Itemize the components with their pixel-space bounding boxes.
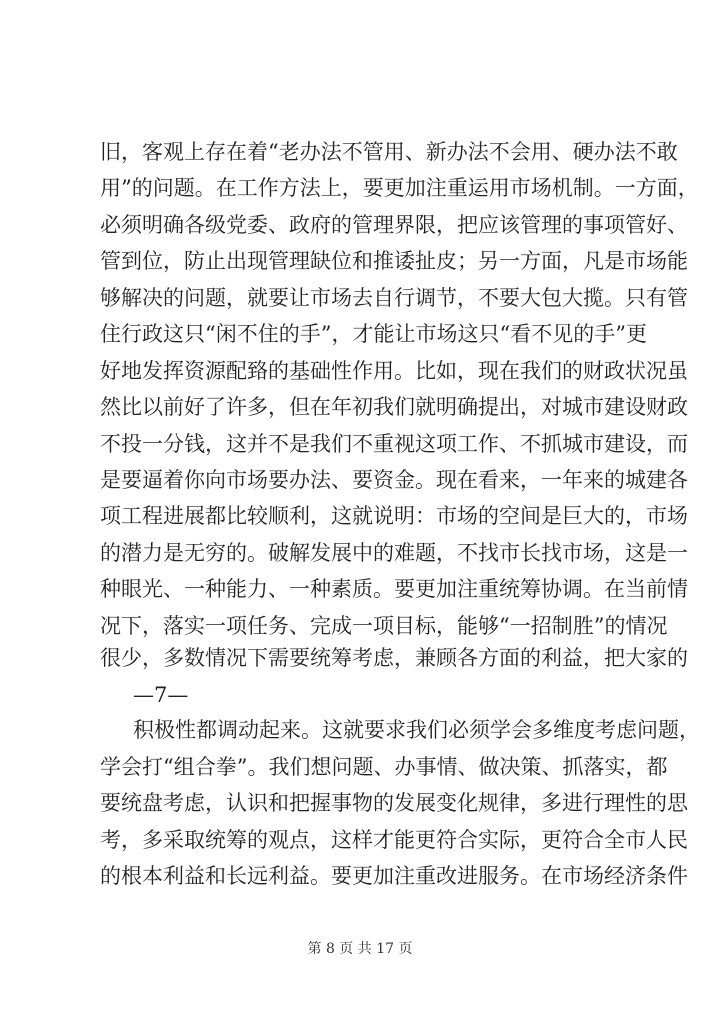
- page-footer: 第 8 页 共 17 页: [307, 941, 413, 957]
- text-line: 是要逼着你向市场要办法、要资金。现在看来，一年来的城建各: [100, 468, 688, 492]
- text-line: 的根本利益和长远利益。要更加注重改进服务。在市场经济条件: [100, 864, 688, 888]
- text-line: 考，多采取统筹的观点，这样才能更符合实际，更符合全市人民: [100, 828, 688, 852]
- text-line: 好地发挥资源配臵的基础性作用。比如，现在我们的财政状况虽: [100, 359, 688, 383]
- text-line: 要统盘考虑，认识和把握事物的发展变化规律，多进行理性的思: [100, 791, 688, 815]
- text-line: 的潜力是无穷的。破解发展中的难题，不找市长找市场，这是一: [100, 541, 688, 565]
- text-line: 很少，多数情况下需要统筹考虑，兼顾各方面的利益，把大家的: [100, 646, 688, 670]
- text-line: 然比以前好了许多，但在年初我们就明确提出，对城市建设财政: [100, 395, 688, 419]
- text-line: 种眼光、一种能力、一种素质。要更加注重统筹协调。在当前情: [100, 577, 688, 601]
- text-line: 用”的问题。在工作方法上，要更加注重运用市场机制。一方面，: [100, 176, 699, 200]
- text-line: 积极性都调动起来。这就要求我们必须学会多维度考虑问题，: [133, 718, 700, 742]
- text-line: 不投一分钱，这并不是我们不重视这项工作、不抓城市建设，而: [100, 432, 688, 456]
- text-line: 旧，客观上存在着“老办法不管用、新办法不会用、硬办法不敢: [100, 140, 678, 164]
- text-line: 管到位，防止出现管理缺位和推诿扯皮；另一方面，凡是市场能: [100, 249, 688, 273]
- text-line: 住行政这只“闲不住的手”，才能让市场这只“看不见的手”更: [100, 322, 647, 346]
- text-line: 够解决的问题，就要让市场去自行调节，不要大包大揽。只有管: [100, 286, 688, 310]
- text-line: 况下，落实一项任务、完成一项目标，能够“一招制胜”的情况: [100, 614, 668, 638]
- text-line: 学会打“组合拳”。我们想问题、办事情、做决策、抓落实，都: [100, 755, 668, 779]
- page-marker: —7—: [133, 683, 189, 707]
- text-line: 项工程进展都比较顺利，这就说明：市场的空间是巨大的，市场: [100, 504, 688, 528]
- text-line: 必须明确各级党委、政府的管理界限，把应该管理的事项管好、: [100, 213, 688, 237]
